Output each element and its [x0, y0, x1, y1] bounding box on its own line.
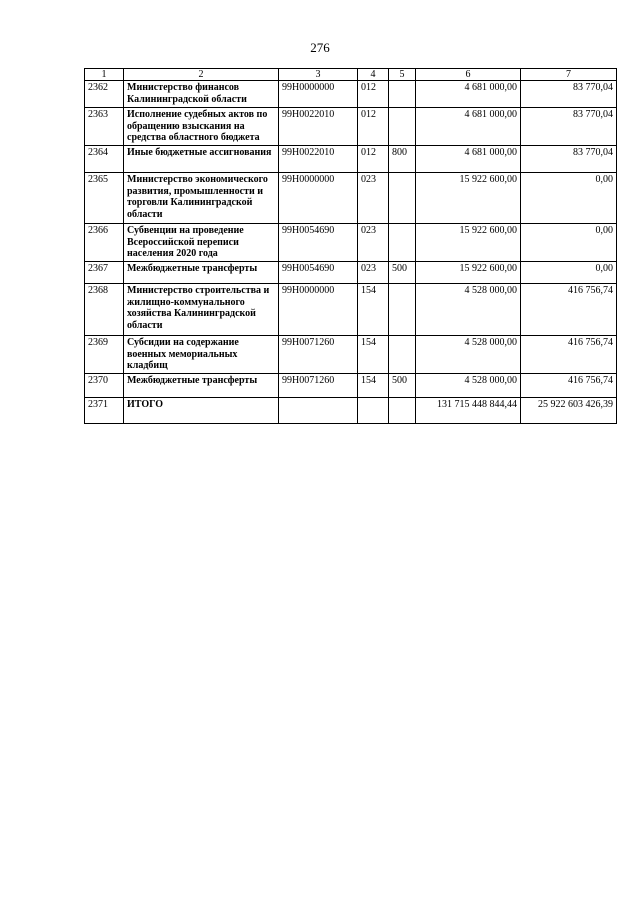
row-number: 2366: [85, 224, 124, 262]
row-name: Субсидии на содержание военных мемориальных кладбищ: [124, 336, 279, 374]
table-row: [85, 284, 617, 336]
row-admin-code: 012: [358, 108, 389, 146]
row-amount-actual: 0,00: [521, 173, 617, 224]
table-row: [85, 224, 617, 262]
row-number: 2363: [85, 108, 124, 146]
row-amount-actual: 416 756,74: [521, 374, 617, 398]
row-admin-code: [358, 398, 389, 424]
table-row: [85, 374, 617, 398]
table-row: [85, 173, 617, 224]
table-row: [85, 146, 617, 173]
row-target-code: 99Н0000000: [279, 173, 358, 224]
row-number: 2371: [85, 398, 124, 424]
row-amount-plan: 15 922 600,00: [416, 262, 521, 284]
row-name: Межбюджетные трансферты: [124, 374, 279, 398]
column-header: 3: [279, 69, 358, 81]
row-admin-code: 023: [358, 224, 389, 262]
row-admin-code: 023: [358, 262, 389, 284]
row-admin-code: 012: [358, 81, 389, 108]
column-header: 2: [124, 69, 279, 81]
row-target-code: [279, 398, 358, 424]
table-header-row: [85, 69, 617, 81]
row-target-code: 99Н0022010: [279, 108, 358, 146]
row-target-code: 99Н0000000: [279, 284, 358, 336]
row-target-code: 99Н0071260: [279, 336, 358, 374]
row-name: ИТОГО: [124, 398, 279, 424]
row-admin-code: 154: [358, 284, 389, 336]
budget-table: [84, 68, 617, 424]
row-name: Министерство финансов Калининградской области: [124, 81, 279, 108]
row-name: Иные бюджетные ассигнования: [124, 146, 279, 173]
column-header: 4: [358, 69, 389, 81]
row-admin-code: 012: [358, 146, 389, 173]
row-name: Министерство строительства и жилищно-коммунального хозяйства Калининградской области: [124, 284, 279, 336]
row-name: Субвенции на проведение Всероссийской переписи населения 2020 года: [124, 224, 279, 262]
row-number: 2369: [85, 336, 124, 374]
row-expense-type: [389, 336, 416, 374]
row-amount-plan: 4 528 000,00: [416, 336, 521, 374]
row-amount-plan: 4 528 000,00: [416, 374, 521, 398]
table-row: [85, 262, 617, 284]
table-row: [85, 81, 617, 108]
row-amount-actual: 83 770,04: [521, 108, 617, 146]
row-name: Исполнение судебных актов по обращению взыскания на средства областного бюджета: [124, 108, 279, 146]
row-expense-type: 800: [389, 146, 416, 173]
row-admin-code: 154: [358, 374, 389, 398]
column-header: 6: [416, 69, 521, 81]
row-target-code: 99Н0054690: [279, 224, 358, 262]
row-amount-actual: 416 756,74: [521, 284, 617, 336]
row-expense-type: [389, 398, 416, 424]
row-name: Министерство экономического развития, промышленности и торговли Калининградской области: [124, 173, 279, 224]
row-number: 2365: [85, 173, 124, 224]
row-amount-plan: 4 681 000,00: [416, 146, 521, 173]
row-amount-actual: 83 770,04: [521, 146, 617, 173]
row-number: 2370: [85, 374, 124, 398]
row-expense-type: [389, 173, 416, 224]
row-expense-type: [389, 81, 416, 108]
row-expense-type: [389, 108, 416, 146]
row-number: 2364: [85, 146, 124, 173]
row-amount-plan: 15 922 600,00: [416, 173, 521, 224]
row-amount-plan: 4 528 000,00: [416, 284, 521, 336]
row-amount-actual: 416 756,74: [521, 336, 617, 374]
row-admin-code: 154: [358, 336, 389, 374]
row-name: Межбюджетные трансферты: [124, 262, 279, 284]
table-row: [85, 336, 617, 374]
row-number: 2362: [85, 81, 124, 108]
row-expense-type: 500: [389, 262, 416, 284]
page-number: 276: [310, 40, 330, 55]
column-header: 1: [85, 69, 124, 81]
row-target-code: 99Н0071260: [279, 374, 358, 398]
row-amount-actual: 83 770,04: [521, 81, 617, 108]
row-expense-type: [389, 224, 416, 262]
column-header: 7: [521, 69, 617, 81]
row-expense-type: 500: [389, 374, 416, 398]
column-header: 5: [389, 69, 416, 81]
row-amount-actual: 0,00: [521, 224, 617, 262]
row-expense-type: [389, 284, 416, 336]
table-row: [85, 108, 617, 146]
row-number: 2367: [85, 262, 124, 284]
row-target-code: 99Н0022010: [279, 146, 358, 173]
row-amount-actual: 25 922 603 426,39: [521, 398, 617, 424]
row-admin-code: 023: [358, 173, 389, 224]
row-number: 2368: [85, 284, 124, 336]
row-target-code: 99Н0054690: [279, 262, 358, 284]
row-amount-plan: 4 681 000,00: [416, 108, 521, 146]
row-amount-plan: 131 715 448 844,44: [416, 398, 521, 424]
row-amount-plan: 4 681 000,00: [416, 81, 521, 108]
row-amount-actual: 0,00: [521, 262, 617, 284]
row-target-code: 99Н0000000: [279, 81, 358, 108]
total-row: [85, 398, 617, 424]
row-amount-plan: 15 922 600,00: [416, 224, 521, 262]
